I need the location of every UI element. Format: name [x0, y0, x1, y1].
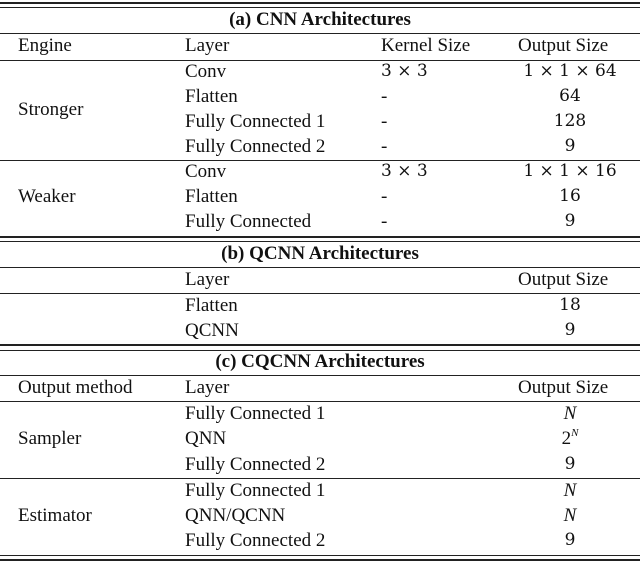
table-row-output: 64 — [559, 86, 581, 106]
section-title-cqcnn: (c) CQCNN Architectures — [215, 351, 425, 372]
table-row-output: 9 — [564, 211, 576, 231]
header-layer: Layer — [185, 377, 230, 398]
table-row-kernel: - — [381, 111, 388, 132]
table-row-layer: Fully Connected 2 — [185, 136, 326, 157]
table-row-output: 9 — [564, 530, 576, 550]
bottom-rule-inner — [0, 555, 640, 556]
table-row-layer: Flatten — [185, 295, 238, 316]
table-row-kernel: - — [381, 211, 388, 232]
table-row-kernel: - — [381, 86, 388, 107]
bottom-rule — [0, 559, 640, 561]
header-output-size: Output Size — [518, 35, 609, 56]
table-row-output — [510, 426, 630, 451]
table-row-kernel: - — [381, 136, 388, 157]
table-row-layer: Fully Connected 2 — [185, 454, 326, 475]
table-row-layer: QCNN — [185, 320, 239, 341]
output-exponent: N — [571, 427, 579, 439]
table-row-layer: Fully Connected 1 — [185, 111, 326, 132]
table-row-output: 9 — [564, 320, 576, 340]
table-row-kernel: 3 × 3 — [381, 161, 428, 181]
table-row-layer: Fully Connected 1 — [185, 403, 326, 424]
table-row-output: 1 × 1 × 16 — [523, 161, 617, 181]
header-kernel-size: Kernel Size — [381, 35, 471, 56]
table-row-layer: Flatten — [185, 186, 238, 207]
table-row-layer: QNN/QCNN — [185, 505, 286, 526]
method-estimator: Estimator — [18, 505, 92, 526]
top-rule — [0, 2, 640, 4]
table-row-layer: QNN — [185, 428, 227, 449]
header-layer: Layer — [185, 35, 230, 56]
output-base: 2 — [561, 428, 572, 449]
table-row-output: 9 — [564, 136, 576, 156]
table-row-kernel: - — [381, 186, 388, 207]
header-layer: Layer — [185, 269, 230, 290]
header-output-size: Output Size — [518, 269, 609, 290]
header-engine: Engine — [18, 35, 72, 56]
table-row-layer: Fully Connected 2 — [185, 530, 326, 551]
table-row-output: 9 — [564, 454, 576, 474]
table-row-layer: Conv — [185, 61, 227, 82]
table-row-output: 18 — [559, 295, 581, 315]
table-row-output: 16 — [559, 186, 581, 206]
table-row-output: 128 — [553, 111, 587, 131]
engine-stronger: Stronger — [18, 99, 84, 120]
header-output-size: Output Size — [518, 377, 609, 398]
engine-weaker: Weaker — [18, 186, 76, 207]
table-row-output: N — [563, 505, 577, 526]
section-rule — [0, 344, 640, 346]
method-sampler: Sampler — [18, 428, 82, 449]
table-row-layer: Conv — [185, 161, 227, 182]
table-row-layer: Fully Connected 1 — [185, 480, 326, 501]
table-row-output: N — [563, 480, 577, 501]
table-row-layer: Fully Connected — [185, 211, 312, 232]
header-output-method: Output method — [18, 377, 133, 398]
section-rule — [0, 236, 640, 238]
table-row-output: 1 × 1 × 64 — [523, 61, 617, 81]
table-row-output: N — [563, 403, 577, 424]
table-row-layer: Flatten — [185, 86, 238, 107]
section-title-cnn: (a) CNN Architectures — [229, 9, 411, 30]
section-title-qcnn: (b) QCNN Architectures — [221, 243, 419, 264]
table-row-kernel: 3 × 3 — [381, 61, 428, 81]
